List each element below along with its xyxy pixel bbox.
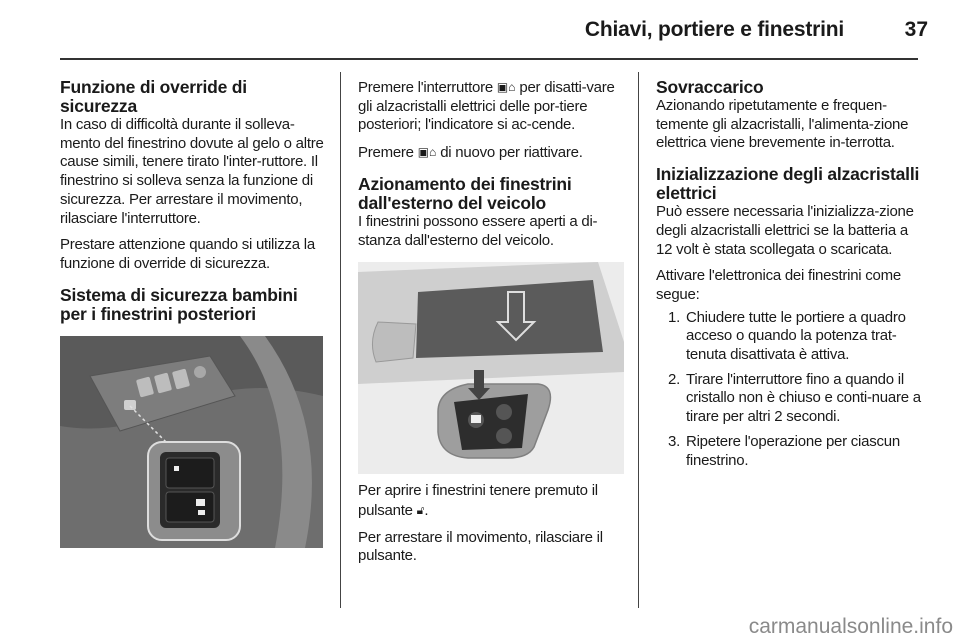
paragraph-child-1-a: Premere l'interruttore	[358, 79, 493, 96]
paragraph-child-2-a: Premere	[358, 144, 414, 162]
list-item: 3. Ripetere l'operazione per ciascun finestrino.	[667, 432, 900, 469]
paragraph-override-1: In caso di difficoltà durante il solleva-mento del finestrino dovute al gelo o altre cause simili, tenere tirato l'inter-ruttore. Il finestrino si solleva senza la funzione di sicurezza. Per arrestare il movimento, rilasciare l'interruttore.	[60, 116, 324, 227]
heading-remote: Azionamento dei finestrini dall'esterno del veicolo	[358, 173, 572, 213]
paragraph-child-1	[358, 78, 624, 135]
paragraph-remote-2-a: Per aprire i finestrini tenere premuto il pulsante	[358, 482, 598, 519]
unlock-icon: 🔓︎	[416, 502, 425, 517]
paragraph-remote-2	[358, 482, 624, 520]
heading-overload: Sovraccarico	[656, 77, 764, 97]
heading-override: Funzione di override di sicurezza	[60, 77, 247, 116]
heading-child-safety: Sistema di sicurezza bambini per i finestrini posteriori	[60, 284, 298, 324]
column-divider-2	[638, 72, 639, 608]
column-2	[358, 78, 624, 566]
page-number: 37	[904, 18, 928, 41]
paragraph-init-1: Può essere necessaria l'inizializza-zione degli alzacristalli elettrici se la batteria a 12 volt è stata scollegata o scaricata.	[656, 203, 914, 258]
column-3	[656, 78, 922, 476]
header-rule	[60, 58, 918, 60]
watermark-text: carmanualsonline.info	[748, 615, 953, 638]
paragraph-override-2: Prestare attenzione quando si utilizza la funzione di override di sicurezza.	[60, 236, 315, 272]
paragraph-child-2-b: di nuovo per riattivare.	[440, 144, 583, 162]
header-title: Chiavi, portiere e finestrini	[584, 18, 844, 41]
paragraph-child-2	[358, 143, 624, 163]
paragraph-remote-2-b: .	[424, 501, 429, 519]
list-item: 2. Tirare l'interruttore fino a quando il cristallo non è chiuso e conti-nuare a tirare per altri 2 secondi.	[667, 370, 921, 426]
column-divider-1	[340, 72, 341, 608]
paragraph-overload: Azionando ripetutamente e frequen-temente gli alzacristalli, l'alimenta-zione elettrica viene brevemente in-terrotta.	[656, 97, 909, 152]
init-steps-list	[656, 309, 922, 471]
column-1	[60, 78, 326, 548]
paragraph-init-2: Attivare l'elettronica dei finestrini come segue:	[656, 267, 901, 303]
door-switch-illustration	[60, 336, 323, 548]
paragraph-child-1-b: per disatti-vare gli alzacristalli elettrici delle por-tiere posteriori; l'indicatore si ac-cende.	[358, 79, 615, 134]
heading-init: Inizializzazione degli alzacristalli elettrici	[656, 164, 920, 204]
child-lock-icon: ▣⌂	[417, 145, 437, 160]
paragraph-remote-1: I finestrini possono essere aperti a di-stanza dall'esterno del veicolo.	[358, 212, 598, 249]
remote-key-illustration	[358, 262, 624, 474]
list-item: 1. Chiudere tutte le portiere a quadro acceso o quando la potenza trat-tenuta disattivata è attiva.	[667, 308, 906, 364]
paragraph-remote-3: Per arrestare il movimento, rilasciare il pulsante.	[358, 528, 603, 565]
child-lock-icon: ▣⌂	[496, 80, 516, 94]
